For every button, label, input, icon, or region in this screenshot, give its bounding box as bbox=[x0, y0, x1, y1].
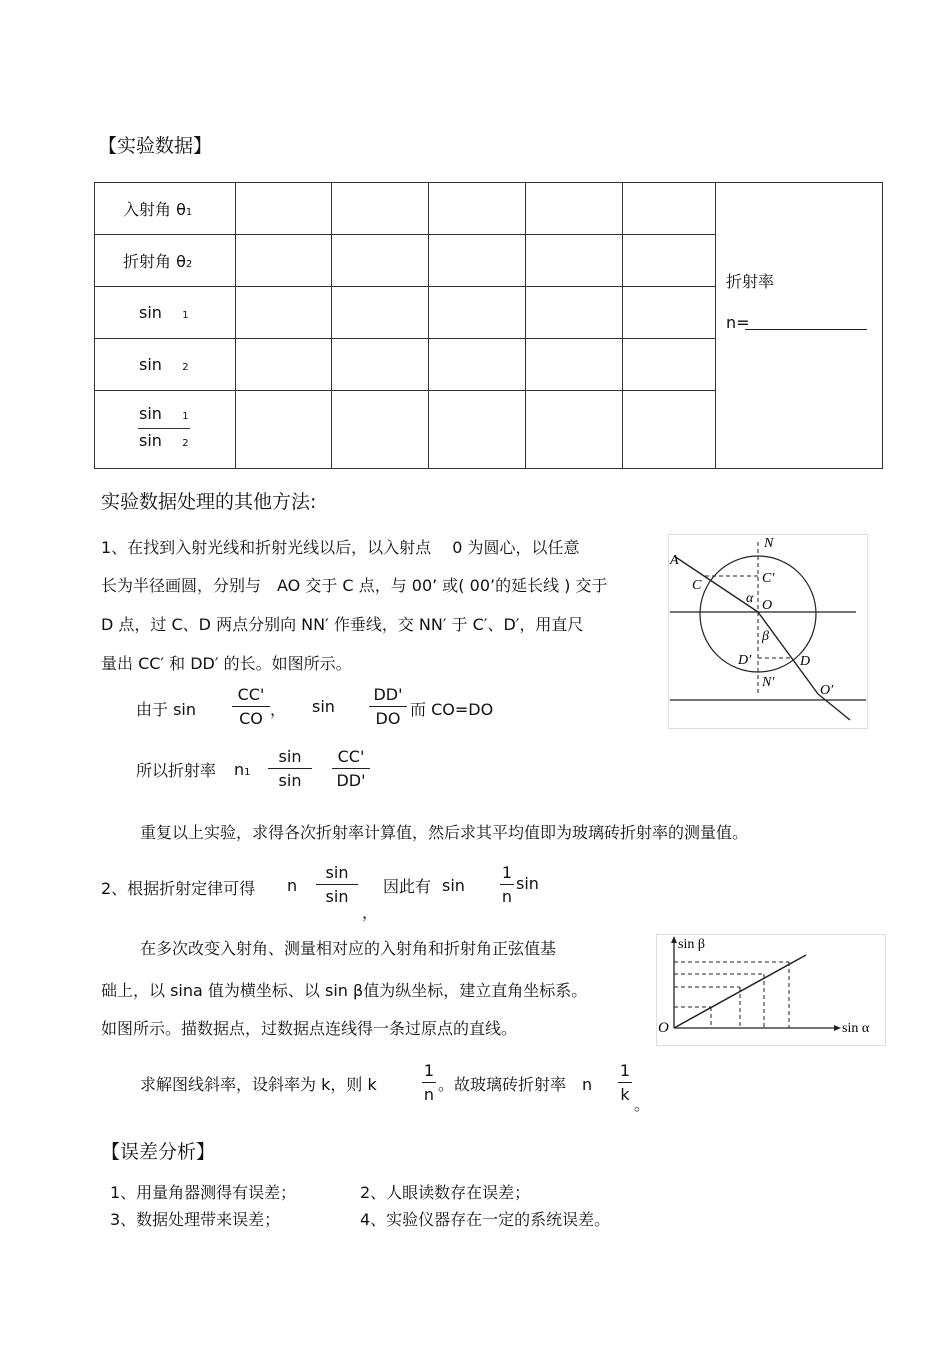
error-item-2: 2、人眼读数存在误差； bbox=[360, 1183, 531, 1202]
label-c: C bbox=[692, 578, 702, 593]
method2-n-den: n bbox=[501, 887, 513, 906]
table-cell[interactable] bbox=[526, 183, 623, 235]
data-table bbox=[94, 182, 883, 469]
table-cell[interactable] bbox=[236, 235, 332, 287]
eq2-denominator: sin bbox=[278, 771, 302, 790]
method1-line3: D 点，过 C、D 两点分别向 NN′ 作垂线，交 NN′ 于 C′、D′，用直尺 bbox=[101, 615, 584, 634]
eq2-denominator2: DD' bbox=[336, 771, 366, 790]
eq2-fraction2 bbox=[332, 747, 370, 790]
table-cell[interactable] bbox=[332, 183, 429, 235]
slope-one2: 1 bbox=[619, 1061, 631, 1080]
label-d-prime: D′ bbox=[738, 653, 752, 668]
y-axis-arrow bbox=[671, 936, 677, 943]
method2-mid: 因此有 bbox=[383, 877, 432, 896]
table-cell[interactable] bbox=[429, 287, 526, 339]
method1-line4: 量出 CC′ 和 DD′ 的长。如图所示。 bbox=[101, 654, 352, 673]
method2-prefix: 2、根据折射定律可得 bbox=[101, 879, 256, 898]
slope-prefix: 求解图线斜率，设斜率为 k，则 k bbox=[140, 1075, 377, 1094]
slope-fraction2 bbox=[618, 1061, 632, 1104]
eq1-prefix: 由于 sin bbox=[136, 700, 197, 719]
method2-numerator: sin bbox=[325, 863, 349, 882]
label-c-prime: C′ bbox=[762, 571, 775, 586]
eq2-numerator2: CC' bbox=[337, 747, 365, 766]
eq1-numerator: CC' bbox=[237, 685, 265, 704]
label-n: N bbox=[764, 536, 774, 551]
table-cell[interactable] bbox=[332, 391, 429, 469]
ratio-numerator: sin 1 bbox=[139, 404, 189, 423]
slope-mid: 。故玻璃砖折射率 n bbox=[438, 1075, 593, 1094]
slope-fraction bbox=[422, 1061, 436, 1104]
table-cell[interactable] bbox=[236, 391, 332, 469]
table-cell[interactable] bbox=[236, 287, 332, 339]
label-o-prime: O′ bbox=[820, 683, 834, 698]
label-d: D bbox=[800, 654, 811, 669]
table-cell[interactable] bbox=[623, 235, 716, 287]
eq1-comma: ， bbox=[270, 700, 287, 719]
method2-comma: ， bbox=[362, 903, 379, 922]
method2-fraction bbox=[316, 863, 358, 906]
label-alpha: α bbox=[746, 591, 754, 606]
table-cell[interactable] bbox=[526, 339, 623, 391]
eq1-denominator2: DO bbox=[375, 709, 401, 728]
error-title: 【误差分析】 bbox=[101, 1141, 216, 1163]
method2-one: 1 bbox=[501, 863, 513, 882]
eq2-fraction bbox=[268, 747, 312, 790]
label-beta: β bbox=[762, 629, 769, 644]
table-cell[interactable] bbox=[623, 287, 716, 339]
row-label-sin2: sin 2 bbox=[95, 339, 236, 391]
slope-den2: k bbox=[620, 1085, 630, 1104]
origin-label: O bbox=[658, 1020, 669, 1036]
method2-para1: 在多次改变入射角、测量相对应的入射角和折射角正弦值基 bbox=[140, 939, 557, 958]
eq1-sin: sin bbox=[312, 697, 335, 716]
answer-blank-line[interactable] bbox=[745, 329, 867, 330]
row-label-ratio bbox=[95, 391, 236, 469]
method1-repeat: 重复以上实验，求得各次折射率计算值，然后求其平均值即为玻璃砖折射率的测量值。 bbox=[140, 823, 749, 842]
eq1-suffix: 而 CO=DO bbox=[410, 700, 494, 719]
method2-para3: 如图所示。描数据点，过数据点连线得一条过原点的直线。 bbox=[101, 1019, 518, 1038]
refractive-index-n: n= bbox=[726, 313, 750, 332]
y-axis-label: sin β bbox=[678, 937, 705, 952]
slope-one: 1 bbox=[423, 1061, 435, 1080]
refractive-index-cell bbox=[716, 183, 883, 469]
table-cell[interactable] bbox=[332, 339, 429, 391]
eq2-n: n1 bbox=[234, 760, 251, 779]
error-item-4: 4、实验仪器存在一定的系统误差。 bbox=[360, 1210, 611, 1229]
refraction-circle-figure bbox=[668, 534, 868, 729]
method1-line1: 1、在找到入射光线和折射光线以后，以入射点 0 为圆心，以任意 bbox=[101, 538, 580, 557]
method1-line2: 长为半径画圆，分别与 AO 交于 C 点，与 00’ 或( 00’的延长线 ) 交于 bbox=[101, 576, 608, 595]
ratio-denominator: sin 2 bbox=[139, 431, 189, 450]
error-item-3: 3、数据处理带来误差； bbox=[110, 1210, 281, 1229]
eq2-prefix: 所以折射率 bbox=[136, 761, 217, 780]
error-item-1: 1、用量角器测得有误差； bbox=[110, 1183, 297, 1202]
label-o: O bbox=[762, 598, 773, 613]
slope-end: 。 bbox=[634, 1095, 651, 1114]
table-cell[interactable] bbox=[429, 391, 526, 469]
other-methods-title: 实验数据处理的其他方法: bbox=[101, 491, 317, 513]
x-axis-arrow bbox=[834, 1025, 841, 1031]
table-cell[interactable] bbox=[236, 183, 332, 235]
section-title-data: 【实验数据】 bbox=[98, 135, 213, 157]
x-axis-label: sin α bbox=[842, 1021, 870, 1036]
slope-den: n bbox=[423, 1085, 435, 1104]
table-cell[interactable] bbox=[623, 339, 716, 391]
label-a: A bbox=[670, 553, 679, 568]
table-cell[interactable] bbox=[526, 287, 623, 339]
table-cell[interactable] bbox=[332, 235, 429, 287]
table-cell[interactable] bbox=[332, 287, 429, 339]
method2-para2: 础上，以 sina 值为横坐标、以 sin β值为纵坐标，建立直角坐标系。 bbox=[101, 981, 588, 1000]
row-label-sin1: sin 1 bbox=[95, 287, 236, 339]
eq1-fraction bbox=[232, 685, 270, 728]
table-cell[interactable] bbox=[429, 339, 526, 391]
sine-graph-figure bbox=[656, 934, 886, 1046]
ratio-bar bbox=[138, 428, 190, 429]
method2-sin2: sin bbox=[516, 874, 539, 893]
table-cell[interactable] bbox=[526, 391, 623, 469]
table-cell[interactable] bbox=[429, 183, 526, 235]
refractive-index-label: 折射率 bbox=[726, 272, 775, 291]
method2-denominator: sin bbox=[325, 887, 349, 906]
row-label-refracted: 折射角 θ2 bbox=[95, 235, 236, 287]
eq1-denominator: CO bbox=[239, 709, 263, 728]
eq1-numerator2: DD' bbox=[373, 685, 403, 704]
method2-reciprocal bbox=[500, 863, 514, 906]
table-cell[interactable] bbox=[623, 183, 716, 235]
table-cell[interactable] bbox=[623, 391, 716, 469]
table-cell[interactable] bbox=[526, 235, 623, 287]
method2-sin1: sin bbox=[442, 876, 465, 895]
table-cell[interactable] bbox=[429, 235, 526, 287]
eq2-numerator: sin bbox=[278, 747, 302, 766]
eq1-fraction2 bbox=[369, 685, 407, 728]
label-n-prime: N′ bbox=[762, 675, 775, 690]
row-label-incident: 入射角 θ1 bbox=[95, 183, 236, 235]
method2-n: n bbox=[287, 876, 298, 895]
table-cell[interactable] bbox=[236, 339, 332, 391]
